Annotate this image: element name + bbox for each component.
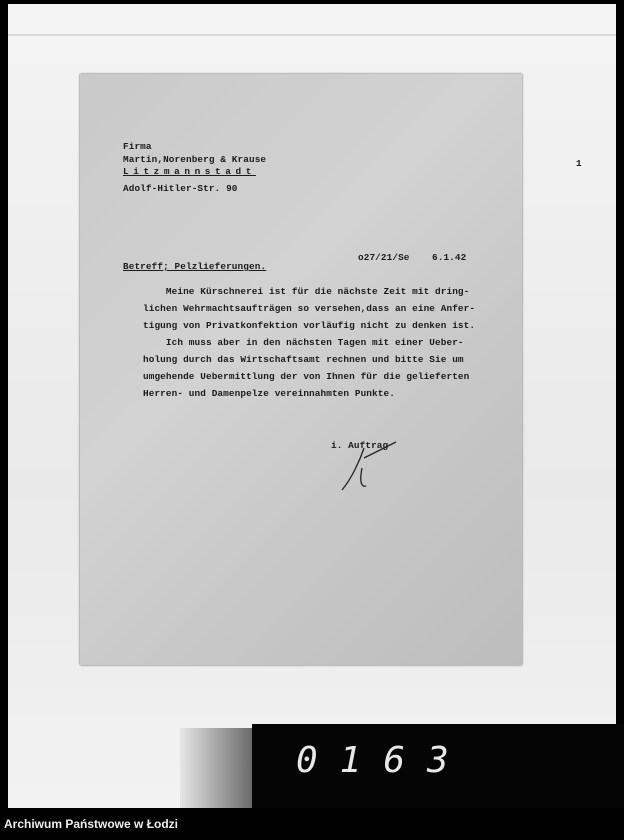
archive-name: Archiwum Państwowe w Łodzi: [4, 817, 179, 831]
letter-date: 6.1.42: [432, 252, 467, 263]
frame-counter: 0163: [296, 740, 471, 781]
reference-number: o27/21/Se: [358, 252, 410, 263]
body-line: tigung von Privatkonfektion vorläufig nicht zu denken ist.: [143, 320, 476, 331]
divider: [8, 34, 616, 36]
body-line: holung durch das Wirtschaftsamt rechnen und bitte Sie um: [143, 354, 464, 365]
recipient-line: Firma: [123, 141, 152, 152]
counter-shadow: [180, 728, 252, 808]
recipient-address: Adolf-Hitler-Str. 90: [123, 183, 238, 194]
recipient-line: Martin,Norenberg & Krause: [123, 154, 267, 165]
recipient-city: Litzmannstadt: [123, 166, 256, 177]
letter-page: [80, 74, 582, 665]
closing: i. Auftrag: [331, 440, 389, 451]
signature: [338, 438, 398, 493]
body-line: umgehende Uebermittlung der von Ihnen für die gelieferten: [143, 371, 470, 382]
page-mark: 1: [576, 158, 582, 169]
body-line: Meine Kürschnerei ist für die nächste Zeit mit dring-: [143, 286, 470, 297]
body-line: Herren- und Damenpelze vereinnahmten Punkte.: [143, 388, 395, 399]
subject-line: Betreff; Pelzlieferungen.: [123, 261, 267, 272]
body-line: lichen Wehrmachtsaufträgen so versehen,dass an eine Anfer-: [143, 303, 476, 314]
body-line: Ich muss aber in den nächsten Tagen mit einer Ueber-: [143, 337, 464, 348]
footer: [0, 808, 624, 840]
